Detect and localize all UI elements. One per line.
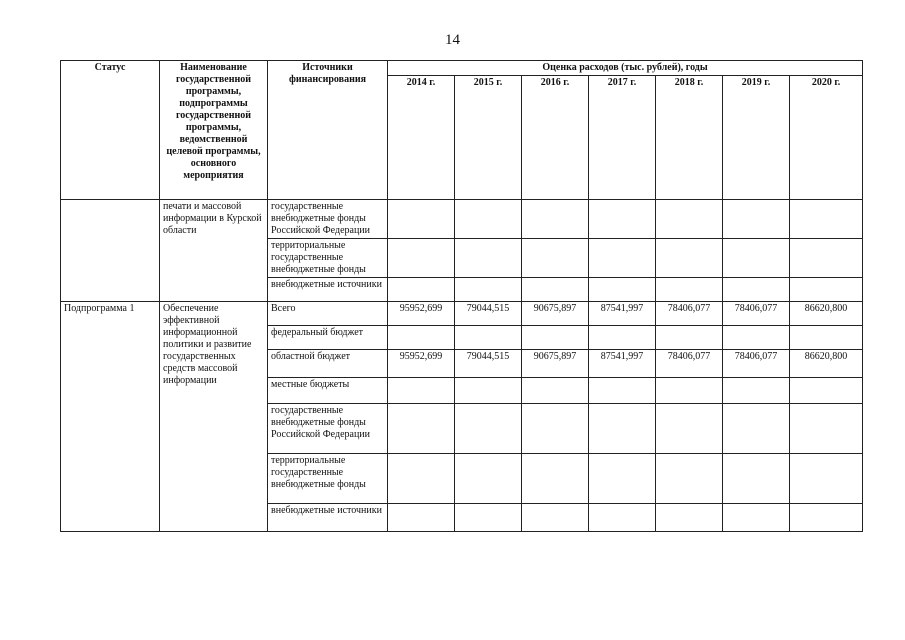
table-row [61,200,863,239]
value-cell [388,404,455,454]
value-cell: 86620,800 [790,350,863,378]
source-cell: местные бюджеты [268,378,388,404]
value-cell [522,278,589,302]
value-cell [589,278,656,302]
value-cell [455,326,522,350]
program-name-cell: Обеспечение эффективной информационной политики и развитие государственных средств массовой информации [160,302,268,532]
value-cell [388,239,455,278]
value-cell: 78406,077 [656,350,723,378]
value-cell [790,278,863,302]
status-cell [61,200,160,302]
value-cell [790,239,863,278]
header-year-2019: 2019 г. [723,76,790,200]
value-cell [723,239,790,278]
source-cell: федеральный бюджет [268,326,388,350]
value-cell: 79044,515 [455,302,522,326]
value-cell [656,200,723,239]
value-cell: 79044,515 [455,350,522,378]
value-cell [723,454,790,504]
value-cell [522,454,589,504]
value-cell: 95952,699 [388,350,455,378]
value-cell [522,504,589,532]
value-cell [522,378,589,404]
budget-table [60,60,863,532]
value-cell [388,326,455,350]
value-cell: 78406,077 [723,302,790,326]
value-cell [455,239,522,278]
value-cell: 86620,800 [790,302,863,326]
value-cell: 78406,077 [656,302,723,326]
value-cell [455,200,522,239]
value-cell [589,454,656,504]
value-cell [455,504,522,532]
value-cell [656,326,723,350]
header-status: Статус [61,61,160,200]
value-cell [388,454,455,504]
value-cell [589,239,656,278]
value-cell [388,200,455,239]
source-cell: Всего [268,302,388,326]
value-cell [723,404,790,454]
value-cell [589,378,656,404]
value-cell [656,454,723,504]
value-cell [455,454,522,504]
value-cell: 87541,997 [589,350,656,378]
value-cell: 90675,897 [522,302,589,326]
source-cell: внебюджетные источники [268,278,388,302]
header-year-2018: 2018 г. [656,76,723,200]
value-cell [790,326,863,350]
source-cell: государственные внебюджетные фонды Российской Федерации [268,200,388,239]
value-cell [656,239,723,278]
value-cell [388,378,455,404]
source-cell: территориальные государственные внебюджетные фонды [268,239,388,278]
value-cell [790,404,863,454]
source-cell: внебюджетные источники [268,504,388,532]
header-year-2017: 2017 г. [589,76,656,200]
value-cell [656,504,723,532]
header-sources: Источники финансирования [268,61,388,200]
value-cell: 90675,897 [522,350,589,378]
value-cell: 95952,699 [388,302,455,326]
value-cell [790,200,863,239]
value-cell [656,378,723,404]
value-cell [723,326,790,350]
value-cell: 78406,077 [723,350,790,378]
source-cell: территориальные государственные внебюджетные фонды [268,454,388,504]
value-cell [388,278,455,302]
page-number: 14 [445,32,460,48]
source-cell: государственные внебюджетные фонды Российской Федерации [268,404,388,454]
value-cell [522,239,589,278]
header-estimate: Оценка расходов (тыс. рублей), годы [388,61,863,76]
value-cell [388,504,455,532]
value-cell [656,404,723,454]
value-cell [522,326,589,350]
value-cell [589,404,656,454]
value-cell [656,278,723,302]
header-year-2015: 2015 г. [455,76,522,200]
program-name-cell: печати и массовой информации в Курской области [160,200,268,302]
header-program-name: Наименование государственной программы, подпрограммы государственной программы, ведомственной целевой программы, основного мероприятия [160,61,268,200]
value-cell [790,454,863,504]
status-cell: Подпрограмма 1 [61,302,160,532]
value-cell [589,326,656,350]
value-cell [790,504,863,532]
value-cell [589,200,656,239]
source-cell: областной бюджет [268,350,388,378]
value-cell [455,278,522,302]
value-cell [790,378,863,404]
value-cell [723,378,790,404]
header-year-2016: 2016 г. [522,76,589,200]
value-cell [522,404,589,454]
value-cell [522,200,589,239]
value-cell [723,278,790,302]
value-cell [589,504,656,532]
value-cell [723,504,790,532]
value-cell [455,404,522,454]
value-cell [455,378,522,404]
header-year-2020: 2020 г. [790,76,863,200]
table-row [61,302,863,326]
header-year-2014: 2014 г. [388,76,455,200]
value-cell [723,200,790,239]
value-cell: 87541,997 [589,302,656,326]
